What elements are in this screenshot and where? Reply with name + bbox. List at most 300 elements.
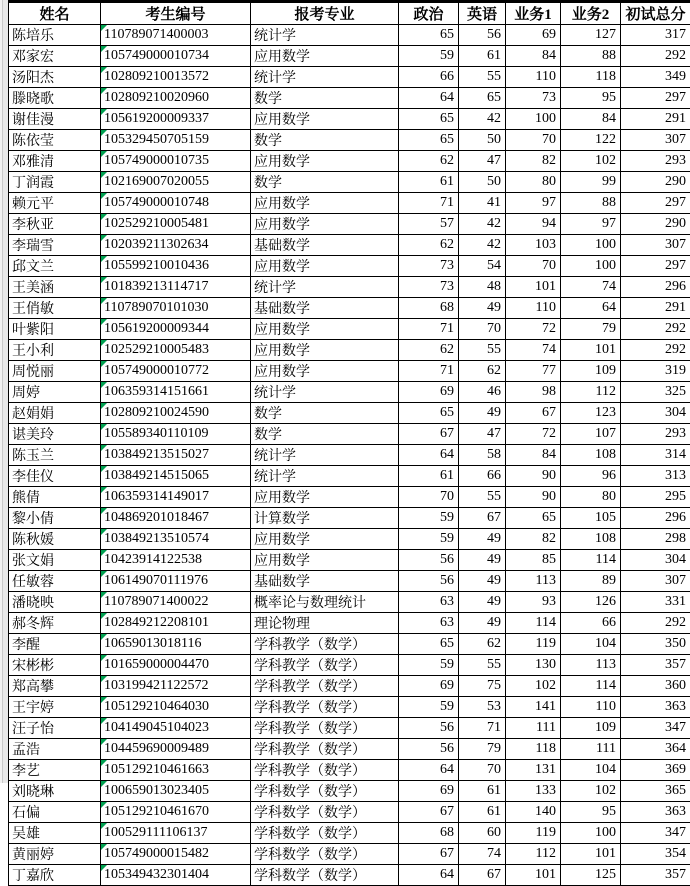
candidate-id-cell[interactable] — [101, 550, 251, 571]
business2-score-cell[interactable]: 89 — [561, 571, 621, 592]
politics-score-cell[interactable]: 65 — [399, 634, 459, 655]
politics-score-cell[interactable]: 59 — [399, 529, 459, 550]
name-cell[interactable]: 黎小倩 — [9, 508, 101, 529]
major-cell[interactable]: 数学 — [251, 172, 399, 193]
business1-score-cell[interactable]: 70 — [506, 130, 561, 151]
name-cell[interactable]: 王美涵 — [9, 277, 101, 298]
business1-score-cell[interactable]: 85 — [506, 550, 561, 571]
name-cell[interactable]: 丁嘉欣 — [9, 865, 101, 886]
total-score-cell[interactable]: 369 — [621, 760, 690, 781]
name-cell[interactable]: 赖元平 — [9, 193, 101, 214]
candidate-id-cell[interactable] — [101, 361, 251, 382]
major-cell[interactable]: 学科教学（数学） — [251, 634, 399, 655]
candidate-id-cell[interactable] — [101, 46, 251, 67]
candidate-id-cell[interactable] — [101, 424, 251, 445]
major-cell[interactable]: 学科数学（数学） — [251, 865, 399, 886]
business2-score-cell[interactable]: 100 — [561, 256, 621, 277]
business2-score-cell[interactable]: 111 — [561, 739, 621, 760]
candidate-id-cell[interactable] — [101, 193, 251, 214]
business2-score-cell[interactable]: 88 — [561, 193, 621, 214]
candidate-id-cell[interactable] — [101, 256, 251, 277]
total-score-cell[interactable]: 291 — [621, 298, 690, 319]
business2-score-cell[interactable]: 101 — [561, 844, 621, 865]
business2-score-cell[interactable]: 109 — [561, 361, 621, 382]
name-cell[interactable]: 刘晓琳 — [9, 781, 101, 802]
name-cell[interactable]: 张文娟 — [9, 550, 101, 571]
total-score-cell[interactable]: 292 — [621, 340, 690, 361]
name-cell[interactable]: 叶紫阳 — [9, 319, 101, 340]
politics-score-cell[interactable]: 68 — [399, 298, 459, 319]
english-score-cell[interactable]: 42 — [459, 214, 506, 235]
candidate-id-cell[interactable] — [101, 592, 251, 613]
name-cell[interactable]: 熊倩 — [9, 487, 101, 508]
politics-score-cell[interactable]: 73 — [399, 256, 459, 277]
politics-score-cell[interactable]: 59 — [399, 508, 459, 529]
politics-score-cell[interactable]: 64 — [399, 865, 459, 886]
major-cell[interactable]: 学科数学（数学） — [251, 823, 399, 844]
name-cell[interactable]: 丁润霞 — [9, 172, 101, 193]
english-score-cell[interactable]: 50 — [459, 172, 506, 193]
major-cell[interactable]: 学科教学（数学） — [251, 697, 399, 718]
politics-score-cell[interactable]: 59 — [399, 655, 459, 676]
english-score-cell[interactable]: 49 — [459, 613, 506, 634]
politics-score-cell[interactable]: 56 — [399, 718, 459, 739]
business2-score-cell[interactable]: 110 — [561, 697, 621, 718]
major-cell[interactable]: 学科教学（数学） — [251, 739, 399, 760]
major-cell[interactable]: 统计学 — [251, 382, 399, 403]
major-cell[interactable]: 理论物理 — [251, 613, 399, 634]
total-score-cell[interactable]: 363 — [621, 697, 690, 718]
business2-score-cell[interactable]: 118 — [561, 67, 621, 88]
candidate-id-cell[interactable] — [101, 277, 251, 298]
name-cell[interactable]: 任敏蓉 — [9, 571, 101, 592]
english-score-cell[interactable]: 79 — [459, 739, 506, 760]
candidate-id-cell[interactable] — [101, 340, 251, 361]
business1-score-cell[interactable]: 119 — [506, 823, 561, 844]
name-cell[interactable]: 李秋亚 — [9, 214, 101, 235]
name-cell[interactable]: 宋彬彬 — [9, 655, 101, 676]
business2-score-cell[interactable]: 108 — [561, 445, 621, 466]
candidate-id-cell[interactable] — [101, 571, 251, 592]
name-cell[interactable]: 黄丽婷 — [9, 844, 101, 865]
name-cell[interactable]: 汤阳杰 — [9, 67, 101, 88]
candidate-id-cell[interactable] — [101, 214, 251, 235]
candidate-id-cell[interactable] — [101, 88, 251, 109]
candidate-id-cell[interactable] — [101, 802, 251, 823]
name-cell[interactable]: 王宇婷 — [9, 697, 101, 718]
english-score-cell[interactable]: 70 — [459, 760, 506, 781]
name-cell[interactable]: 陈玉兰 — [9, 445, 101, 466]
column-header-major[interactable]: 报考专业 — [251, 3, 399, 25]
politics-score-cell[interactable]: 65 — [399, 130, 459, 151]
total-score-cell[interactable]: 297 — [621, 88, 690, 109]
major-cell[interactable]: 应用数学 — [251, 361, 399, 382]
column-header-business2[interactable]: 业务2 — [561, 3, 621, 25]
candidate-id-cell[interactable] — [101, 718, 251, 739]
total-score-cell[interactable]: 307 — [621, 235, 690, 256]
business2-score-cell[interactable]: 113 — [561, 655, 621, 676]
english-score-cell[interactable]: 42 — [459, 109, 506, 130]
business2-score-cell[interactable]: 114 — [561, 550, 621, 571]
total-score-cell[interactable]: 296 — [621, 508, 690, 529]
candidate-id-cell[interactable] — [101, 319, 251, 340]
politics-score-cell[interactable]: 67 — [399, 424, 459, 445]
politics-score-cell[interactable]: 57 — [399, 214, 459, 235]
politics-score-cell[interactable]: 70 — [399, 487, 459, 508]
name-cell[interactable]: 李醒 — [9, 634, 101, 655]
politics-score-cell[interactable]: 62 — [399, 151, 459, 172]
business2-score-cell[interactable]: 105 — [561, 508, 621, 529]
business1-score-cell[interactable]: 112 — [506, 844, 561, 865]
business2-score-cell[interactable]: 102 — [561, 151, 621, 172]
total-score-cell[interactable]: 304 — [621, 403, 690, 424]
major-cell[interactable]: 基础数学 — [251, 298, 399, 319]
name-cell[interactable]: 郝冬辉 — [9, 613, 101, 634]
english-score-cell[interactable]: 49 — [459, 298, 506, 319]
total-score-cell[interactable]: 291 — [621, 109, 690, 130]
politics-score-cell[interactable]: 71 — [399, 193, 459, 214]
business1-score-cell[interactable]: 101 — [506, 277, 561, 298]
business2-score-cell[interactable]: 97 — [561, 214, 621, 235]
total-score-cell[interactable]: 290 — [621, 172, 690, 193]
business1-score-cell[interactable]: 97 — [506, 193, 561, 214]
business1-score-cell[interactable]: 93 — [506, 592, 561, 613]
candidate-id-cell[interactable] — [101, 382, 251, 403]
business1-score-cell[interactable]: 74 — [506, 340, 561, 361]
major-cell[interactable]: 学科教学（数学） — [251, 718, 399, 739]
name-cell[interactable]: 邱文兰 — [9, 256, 101, 277]
name-cell[interactable]: 周婷 — [9, 382, 101, 403]
english-score-cell[interactable]: 70 — [459, 319, 506, 340]
name-cell[interactable]: 石偏 — [9, 802, 101, 823]
business1-score-cell[interactable]: 77 — [506, 361, 561, 382]
english-score-cell[interactable]: 71 — [459, 718, 506, 739]
name-cell[interactable]: 吴雄 — [9, 823, 101, 844]
business2-score-cell[interactable]: 99 — [561, 172, 621, 193]
major-cell[interactable]: 学科教学（数学） — [251, 676, 399, 697]
english-score-cell[interactable]: 67 — [459, 508, 506, 529]
column-header-name[interactable]: 姓名 — [9, 3, 101, 25]
name-cell[interactable]: 李瑞雪 — [9, 235, 101, 256]
business2-score-cell[interactable]: 126 — [561, 592, 621, 613]
business1-score-cell[interactable]: 90 — [506, 466, 561, 487]
english-score-cell[interactable]: 61 — [459, 46, 506, 67]
business2-score-cell[interactable]: 80 — [561, 487, 621, 508]
name-cell[interactable]: 邓雅清 — [9, 151, 101, 172]
business1-score-cell[interactable]: 98 — [506, 382, 561, 403]
candidate-id-cell[interactable] — [101, 508, 251, 529]
business2-score-cell[interactable]: 109 — [561, 718, 621, 739]
major-cell[interactable]: 统计学 — [251, 25, 399, 46]
business1-score-cell[interactable]: 73 — [506, 88, 561, 109]
major-cell[interactable]: 应用数学 — [251, 256, 399, 277]
english-score-cell[interactable]: 49 — [459, 529, 506, 550]
english-score-cell[interactable]: 74 — [459, 844, 506, 865]
total-score-cell[interactable]: 365 — [621, 781, 690, 802]
major-cell[interactable]: 应用数学 — [251, 46, 399, 67]
major-cell[interactable]: 基础数学 — [251, 235, 399, 256]
english-score-cell[interactable]: 58 — [459, 445, 506, 466]
name-cell[interactable]: 陈秋媛 — [9, 529, 101, 550]
total-score-cell[interactable]: 296 — [621, 277, 690, 298]
politics-score-cell[interactable]: 56 — [399, 550, 459, 571]
business2-score-cell[interactable]: 123 — [561, 403, 621, 424]
candidate-id-cell[interactable] — [101, 487, 251, 508]
candidate-id-cell[interactable] — [101, 67, 251, 88]
politics-score-cell[interactable]: 64 — [399, 445, 459, 466]
name-cell[interactable]: 赵娟娟 — [9, 403, 101, 424]
business1-score-cell[interactable]: 101 — [506, 865, 561, 886]
english-score-cell[interactable]: 46 — [459, 382, 506, 403]
politics-score-cell[interactable]: 67 — [399, 844, 459, 865]
english-score-cell[interactable]: 62 — [459, 634, 506, 655]
english-score-cell[interactable]: 53 — [459, 697, 506, 718]
english-score-cell[interactable]: 54 — [459, 256, 506, 277]
candidate-id-cell[interactable] — [101, 613, 251, 634]
total-score-cell[interactable]: 350 — [621, 634, 690, 655]
candidate-id-cell[interactable] — [101, 739, 251, 760]
business2-score-cell[interactable]: 95 — [561, 802, 621, 823]
english-score-cell[interactable]: 60 — [459, 823, 506, 844]
business2-score-cell[interactable]: 100 — [561, 235, 621, 256]
total-score-cell[interactable]: 363 — [621, 802, 690, 823]
politics-score-cell[interactable]: 64 — [399, 760, 459, 781]
business1-score-cell[interactable]: 130 — [506, 655, 561, 676]
politics-score-cell[interactable]: 62 — [399, 235, 459, 256]
business1-score-cell[interactable]: 110 — [506, 298, 561, 319]
business2-score-cell[interactable]: 102 — [561, 781, 621, 802]
candidate-id-cell[interactable] — [101, 781, 251, 802]
english-score-cell[interactable]: 66 — [459, 466, 506, 487]
major-cell[interactable]: 学科教学（数学） — [251, 655, 399, 676]
total-score-cell[interactable]: 347 — [621, 823, 690, 844]
total-score-cell[interactable]: 307 — [621, 130, 690, 151]
business1-score-cell[interactable]: 80 — [506, 172, 561, 193]
politics-score-cell[interactable]: 63 — [399, 613, 459, 634]
total-score-cell[interactable]: 298 — [621, 529, 690, 550]
politics-score-cell[interactable]: 66 — [399, 67, 459, 88]
business1-score-cell[interactable]: 67 — [506, 403, 561, 424]
business2-score-cell[interactable]: 79 — [561, 319, 621, 340]
business1-score-cell[interactable]: 84 — [506, 46, 561, 67]
total-score-cell[interactable]: 297 — [621, 193, 690, 214]
total-score-cell[interactable]: 357 — [621, 655, 690, 676]
english-score-cell[interactable]: 61 — [459, 781, 506, 802]
business1-score-cell[interactable]: 82 — [506, 529, 561, 550]
name-cell[interactable]: 滕晓歌 — [9, 88, 101, 109]
english-score-cell[interactable]: 42 — [459, 235, 506, 256]
total-score-cell[interactable]: 349 — [621, 67, 690, 88]
business2-score-cell[interactable]: 74 — [561, 277, 621, 298]
name-cell[interactable]: 汪子怡 — [9, 718, 101, 739]
major-cell[interactable]: 数学 — [251, 424, 399, 445]
total-score-cell[interactable]: 354 — [621, 844, 690, 865]
total-score-cell[interactable]: 307 — [621, 571, 690, 592]
total-score-cell[interactable]: 290 — [621, 214, 690, 235]
name-cell[interactable]: 谌美玲 — [9, 424, 101, 445]
politics-score-cell[interactable]: 65 — [399, 109, 459, 130]
business2-score-cell[interactable]: 88 — [561, 46, 621, 67]
english-score-cell[interactable]: 47 — [459, 151, 506, 172]
politics-score-cell[interactable]: 65 — [399, 403, 459, 424]
business1-score-cell[interactable]: 72 — [506, 319, 561, 340]
business1-score-cell[interactable]: 84 — [506, 445, 561, 466]
column-header-politics[interactable]: 政治 — [399, 3, 459, 25]
major-cell[interactable]: 概率论与数理统计 — [251, 592, 399, 613]
business1-score-cell[interactable]: 82 — [506, 151, 561, 172]
major-cell[interactable]: 学科数学（数学） — [251, 781, 399, 802]
politics-score-cell[interactable]: 73 — [399, 277, 459, 298]
business2-score-cell[interactable]: 84 — [561, 109, 621, 130]
name-cell[interactable]: 孟浩 — [9, 739, 101, 760]
major-cell[interactable]: 学科数学（数学） — [251, 802, 399, 823]
major-cell[interactable]: 数学 — [251, 130, 399, 151]
business1-score-cell[interactable]: 102 — [506, 676, 561, 697]
english-score-cell[interactable]: 41 — [459, 193, 506, 214]
major-cell[interactable]: 应用数学 — [251, 550, 399, 571]
politics-score-cell[interactable]: 63 — [399, 592, 459, 613]
major-cell[interactable]: 统计学 — [251, 277, 399, 298]
candidate-id-cell[interactable] — [101, 130, 251, 151]
english-score-cell[interactable]: 55 — [459, 340, 506, 361]
business1-score-cell[interactable]: 69 — [506, 25, 561, 46]
business1-score-cell[interactable]: 70 — [506, 256, 561, 277]
business2-score-cell[interactable]: 107 — [561, 424, 621, 445]
total-score-cell[interactable]: 314 — [621, 445, 690, 466]
major-cell[interactable]: 统计学 — [251, 445, 399, 466]
name-cell[interactable]: 李艺 — [9, 760, 101, 781]
business1-score-cell[interactable]: 113 — [506, 571, 561, 592]
politics-score-cell[interactable]: 62 — [399, 340, 459, 361]
total-score-cell[interactable]: 357 — [621, 865, 690, 886]
politics-score-cell[interactable]: 71 — [399, 319, 459, 340]
politics-score-cell[interactable]: 67 — [399, 802, 459, 823]
major-cell[interactable]: 应用数学 — [251, 340, 399, 361]
business1-score-cell[interactable]: 90 — [506, 487, 561, 508]
english-score-cell[interactable]: 75 — [459, 676, 506, 697]
total-score-cell[interactable]: 292 — [621, 46, 690, 67]
politics-score-cell[interactable]: 65 — [399, 25, 459, 46]
politics-score-cell[interactable]: 61 — [399, 172, 459, 193]
candidate-id-cell[interactable] — [101, 403, 251, 424]
business2-score-cell[interactable]: 122 — [561, 130, 621, 151]
business2-score-cell[interactable]: 96 — [561, 466, 621, 487]
english-score-cell[interactable]: 47 — [459, 424, 506, 445]
business1-score-cell[interactable]: 110 — [506, 67, 561, 88]
business2-score-cell[interactable]: 108 — [561, 529, 621, 550]
major-cell[interactable]: 应用数学 — [251, 529, 399, 550]
politics-score-cell[interactable]: 56 — [399, 571, 459, 592]
candidate-id-cell[interactable] — [101, 109, 251, 130]
candidate-id-cell[interactable] — [101, 172, 251, 193]
business1-score-cell[interactable]: 94 — [506, 214, 561, 235]
major-cell[interactable]: 基础数学 — [251, 571, 399, 592]
column-header-total[interactable]: 初试总分 — [621, 3, 690, 25]
candidate-id-cell[interactable] — [101, 823, 251, 844]
major-cell[interactable]: 应用数学 — [251, 319, 399, 340]
total-score-cell[interactable]: 319 — [621, 361, 690, 382]
business2-score-cell[interactable]: 95 — [561, 88, 621, 109]
major-cell[interactable]: 应用数学 — [251, 151, 399, 172]
major-cell[interactable]: 计算数学 — [251, 508, 399, 529]
major-cell[interactable]: 应用数学 — [251, 109, 399, 130]
business1-score-cell[interactable]: 100 — [506, 109, 561, 130]
candidate-id-cell[interactable] — [101, 235, 251, 256]
business2-score-cell[interactable]: 125 — [561, 865, 621, 886]
total-score-cell[interactable]: 304 — [621, 550, 690, 571]
major-cell[interactable]: 统计学 — [251, 67, 399, 88]
english-score-cell[interactable]: 49 — [459, 571, 506, 592]
major-cell[interactable]: 数学 — [251, 88, 399, 109]
english-score-cell[interactable]: 55 — [459, 67, 506, 88]
business2-score-cell[interactable]: 127 — [561, 25, 621, 46]
candidate-id-cell[interactable] — [101, 151, 251, 172]
business2-score-cell[interactable]: 104 — [561, 634, 621, 655]
major-cell[interactable]: 学科数学（数学） — [251, 844, 399, 865]
business2-score-cell[interactable]: 104 — [561, 760, 621, 781]
name-cell[interactable]: 郑高攀 — [9, 676, 101, 697]
name-cell[interactable]: 邓家宏 — [9, 46, 101, 67]
column-header-english[interactable]: 英语 — [459, 3, 506, 25]
english-score-cell[interactable]: 65 — [459, 88, 506, 109]
business1-score-cell[interactable]: 131 — [506, 760, 561, 781]
business1-score-cell[interactable]: 141 — [506, 697, 561, 718]
total-score-cell[interactable]: 360 — [621, 676, 690, 697]
business2-score-cell[interactable]: 101 — [561, 340, 621, 361]
candidate-id-cell[interactable] — [101, 445, 251, 466]
column-header-business1[interactable]: 业务1 — [506, 3, 561, 25]
business1-score-cell[interactable]: 119 — [506, 634, 561, 655]
business1-score-cell[interactable]: 72 — [506, 424, 561, 445]
name-cell[interactable]: 潘晓映 — [9, 592, 101, 613]
english-score-cell[interactable]: 50 — [459, 130, 506, 151]
total-score-cell[interactable]: 317 — [621, 25, 690, 46]
major-cell[interactable]: 应用数学 — [251, 193, 399, 214]
english-score-cell[interactable]: 67 — [459, 865, 506, 886]
major-cell[interactable]: 应用数学 — [251, 487, 399, 508]
name-cell[interactable]: 周悦丽 — [9, 361, 101, 382]
total-score-cell[interactable]: 293 — [621, 151, 690, 172]
politics-score-cell[interactable]: 56 — [399, 739, 459, 760]
name-cell[interactable]: 王俏敏 — [9, 298, 101, 319]
english-score-cell[interactable]: 56 — [459, 25, 506, 46]
total-score-cell[interactable]: 325 — [621, 382, 690, 403]
total-score-cell[interactable]: 313 — [621, 466, 690, 487]
candidate-id-cell[interactable] — [101, 634, 251, 655]
candidate-id-cell[interactable] — [101, 529, 251, 550]
english-score-cell[interactable]: 49 — [459, 550, 506, 571]
politics-score-cell[interactable]: 69 — [399, 382, 459, 403]
business2-score-cell[interactable]: 114 — [561, 676, 621, 697]
total-score-cell[interactable]: 347 — [621, 718, 690, 739]
name-cell[interactable]: 陈依莹 — [9, 130, 101, 151]
english-score-cell[interactable]: 49 — [459, 592, 506, 613]
politics-score-cell[interactable]: 61 — [399, 466, 459, 487]
politics-score-cell[interactable]: 64 — [399, 88, 459, 109]
politics-score-cell[interactable]: 59 — [399, 46, 459, 67]
business1-score-cell[interactable]: 118 — [506, 739, 561, 760]
politics-score-cell[interactable]: 69 — [399, 781, 459, 802]
name-cell[interactable]: 陈培乐 — [9, 25, 101, 46]
candidate-id-cell[interactable] — [101, 760, 251, 781]
candidate-id-cell[interactable] — [101, 844, 251, 865]
english-score-cell[interactable]: 62 — [459, 361, 506, 382]
business2-score-cell[interactable]: 64 — [561, 298, 621, 319]
candidate-id-cell[interactable] — [101, 697, 251, 718]
total-score-cell[interactable]: 293 — [621, 424, 690, 445]
politics-score-cell[interactable]: 59 — [399, 697, 459, 718]
business1-score-cell[interactable]: 140 — [506, 802, 561, 823]
